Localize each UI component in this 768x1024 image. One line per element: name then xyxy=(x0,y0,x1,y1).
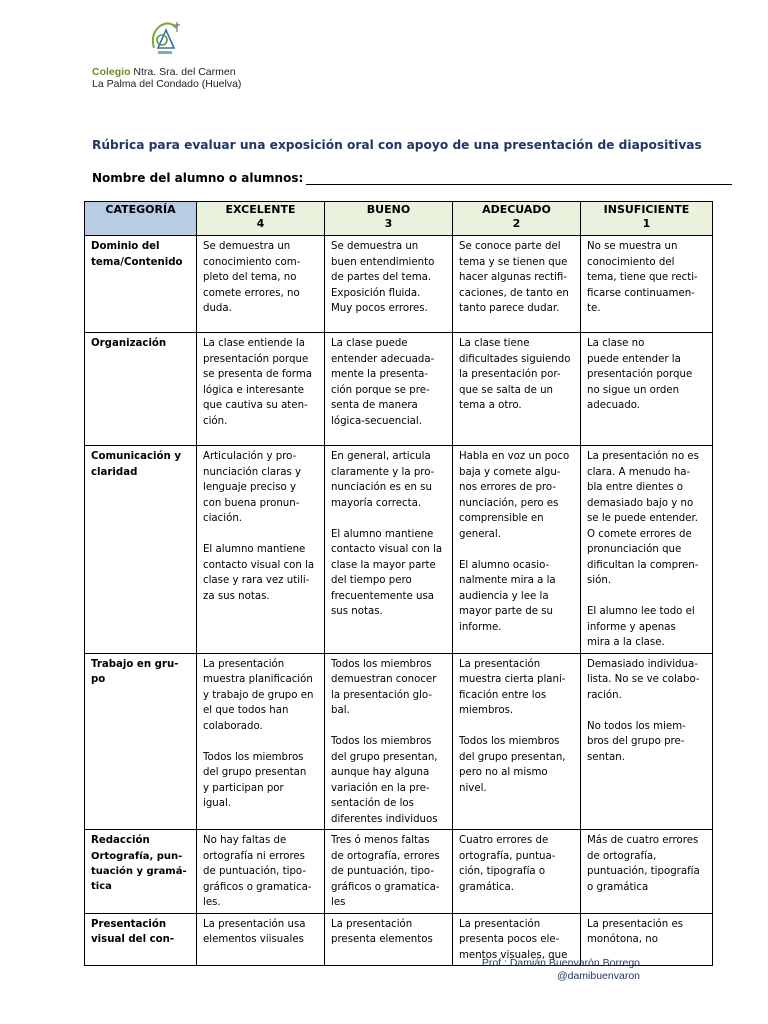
rubric-cell: La presentación presenta pocos ele- mentos visuales, que xyxy=(453,913,581,966)
header-insuficiente: INSUFICIENTE 1 xyxy=(581,202,713,236)
row-subcategory: Ortografía, pun-tuación y gramá-tica xyxy=(91,850,187,892)
rubric-cell: La clase puede entender adecuada- mente la presenta- ción porque se pre- senta de manera lógica-secuencial. xyxy=(325,333,453,446)
document-title: Rúbrica para evaluar una exposición oral con apoyo de una presentación de diapositivas xyxy=(92,138,702,152)
row-category: Presentación visual del con- xyxy=(85,913,197,966)
school-logo xyxy=(146,18,184,58)
rubric-cell: La presentación usa elementos viisuales xyxy=(197,913,325,966)
rubric-cell: La presentación presenta elementos xyxy=(325,913,453,966)
author-handle: @damibuenvaron xyxy=(556,970,640,982)
rubric-cell: La clase entiende la presentación porque se presenta de forma lógica e interesante que cautiva su aten- ción. xyxy=(197,333,325,446)
row-category: Organización xyxy=(85,333,197,446)
school-name: Colegio Ntra. Sra. del Carmen xyxy=(92,66,236,78)
row-category: Dominio del tema/Contenido xyxy=(85,236,197,333)
rubric-cell: La clase no puede entender la presentación porque no sigue un orden adecuado. xyxy=(581,333,713,446)
rubric-cell: Todos los miembros demuestran conocer la presentación glo- bal. Todos los miembros del grupo presentan, aunque hay alguna variación en la pre- sentación de los diferentes individuos xyxy=(325,653,453,830)
table-row xyxy=(85,446,713,654)
header-bueno: BUENO 3 xyxy=(325,202,453,236)
rubric-cell: Se demuestra un buen entendimiento de partes del tema. Exposición fluida. Muy pocos errores. xyxy=(325,236,453,333)
table-row xyxy=(85,653,713,830)
rubric-cell: La presentación es monótona, no xyxy=(581,913,713,966)
student-name-blank xyxy=(306,172,732,185)
header-excelente: EXCELENTE 4 xyxy=(197,202,325,236)
rubric-cell: No hay faltas de ortografía ni errores de puntuación, tipo- gráficos o gramatica- les. xyxy=(197,830,325,914)
rubric-cell: Se conoce parte del tema y se tienen que hacer algunas rectifi- caciones, de tanto en tanto parece dudar. xyxy=(453,236,581,333)
table-row xyxy=(85,830,713,914)
row-category: Comunicación y claridad xyxy=(85,446,197,654)
footer-credit xyxy=(482,957,640,983)
author-name: Prof.: Damián Buenvarón Borrego xyxy=(481,957,640,969)
table-row xyxy=(85,333,713,446)
rubric-cell: Habla en voz un poco baja y comete algu- nos errores de pro- nunciación, pero es comprensible en general. El alumno ocasio- nalmente mira a la audiencia y lee la mayor parte de su informe. xyxy=(453,446,581,654)
rubric-cell: No se muestra un conocimiento del tema, tiene que recti- ficarse continuamen- te. xyxy=(581,236,713,333)
student-name-label: Nombre del alumno o alumnos: xyxy=(92,171,304,185)
rubric-cell: En general, articula claramente y la pro- nunciación es en su mayoría correcta. El alumno mantiene contacto visual con la clase la mayor parte del tiempo pero frecuentemente usa sus notas. xyxy=(325,446,453,654)
rubric-cell: La presentación muestra planificación y trabajo de grupo en el que todos han colaborado. Todos los miembros del grupo presentan y participan por igual. xyxy=(197,653,325,830)
school-header xyxy=(92,66,241,90)
row-category: Redacción Ortografía, pun-tuación y gramá-tica xyxy=(85,830,197,914)
rubric-cell: Demasiado individua- lista. No se ve colabo- ración. No todos los miem- bros del grupo pre- sentan. xyxy=(581,653,713,830)
rubric-cell: Se demuestra un conocimiento com- pleto del tema, no comete errores, no duda. xyxy=(197,236,325,333)
rubric-cell: Cuatro errores de ortografía, puntua- ción, tipografía o gramática. xyxy=(453,830,581,914)
rubric-cell: La presentación muestra cierta plani- ficación entre los miembros. Todos los miembros del grupo presentan, pero no al mismo nivel. xyxy=(453,653,581,830)
rubric-cell: Más de cuatro errores de ortografía, puntuación, tipografía o gramática xyxy=(581,830,713,914)
rubric-cell: La presentación no es clara. A menudo ha- bla entre dientes o demasiado bajo y no se le puede entender. O comete errores de pronunciación que dificultan la compren- sión. El alumno lee todo el informe y apenas mira a la clase. xyxy=(581,446,713,654)
row-category: Trabajo en gru-po xyxy=(85,653,197,830)
table-row xyxy=(85,236,713,333)
rubric-cell: Articulación y pro- nunciación claras y lenguaje preciso y con buena pronun- ciación. El alumno mantiene contacto visual con la clase y rara vez utili- za sus notas. xyxy=(197,446,325,654)
student-name-line xyxy=(92,171,732,185)
rubric-cell: La clase tiene dificultades siguiendo la presentación por- que se salta de un tema a otro. xyxy=(453,333,581,446)
rubric-table xyxy=(84,201,713,966)
rubric-cell: Tres ó menos faltas de ortografía, errores de puntuación, tipo- gráficos o gramatica- les xyxy=(325,830,453,914)
header-category: CATEGORÍA xyxy=(85,202,197,236)
header-adecuado: ADECUADO 2 xyxy=(453,202,581,236)
school-location: La Palma del Condado (Huelva) xyxy=(92,78,242,90)
